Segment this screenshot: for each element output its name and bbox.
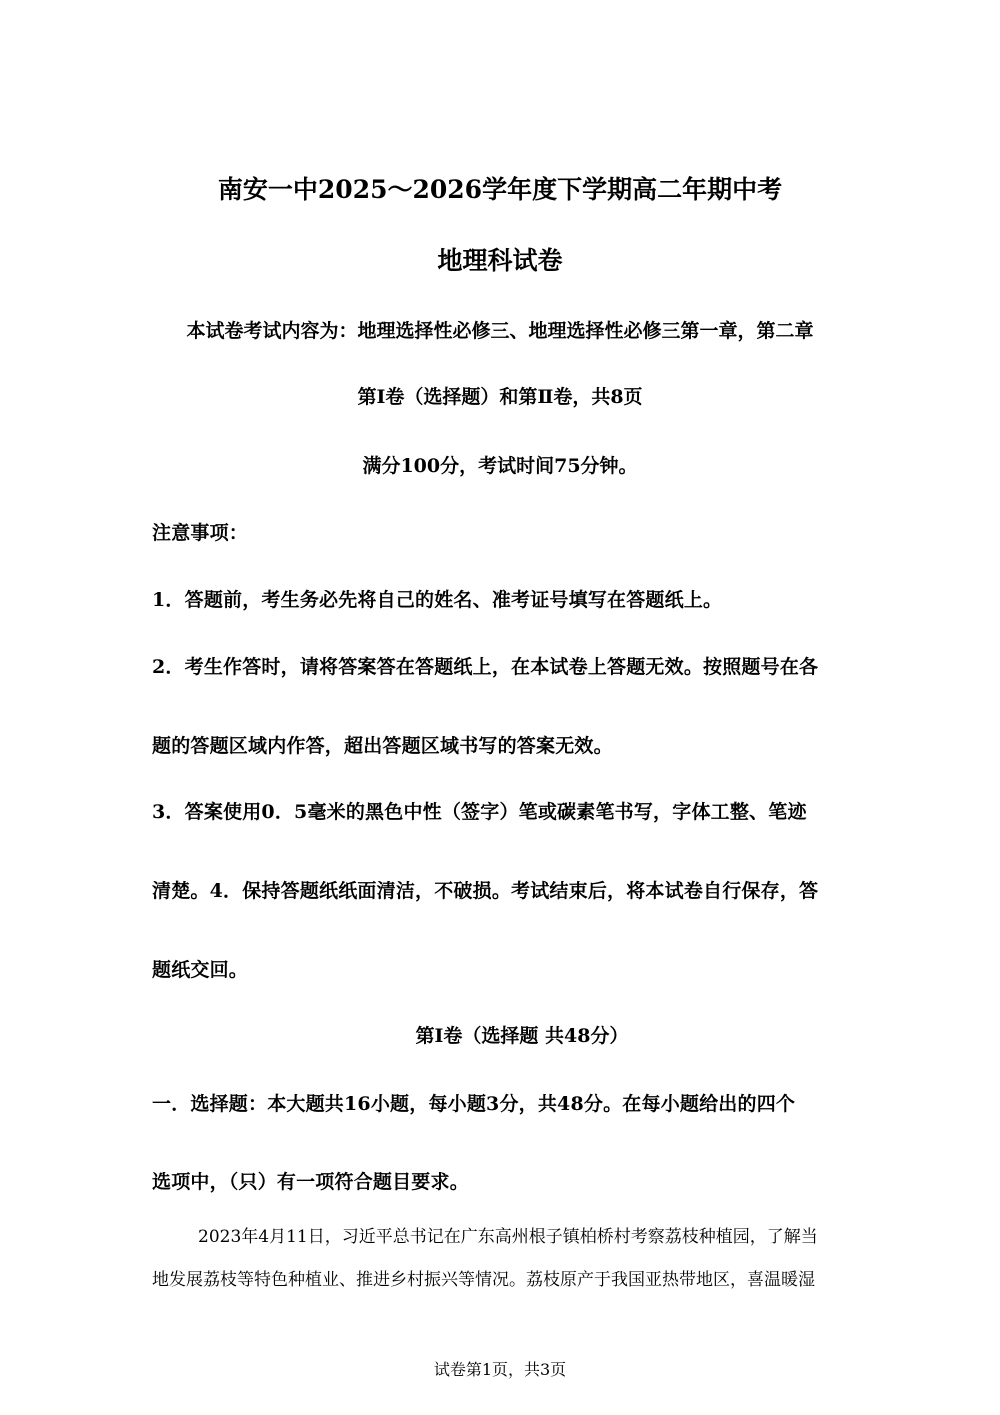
exam-structure: 第Ⅰ卷（选择题）和第Ⅱ卷，共8页 — [357, 386, 643, 408]
section-1-heading: 第Ⅰ卷（选择题 共48分） — [415, 1025, 629, 1047]
notice-item-3-line3: 题纸交回。 — [152, 959, 249, 981]
passage-line2: 地发展荔枝等特色种植业、推进乡村振兴等情况。荔枝原产于我国亚热带地区，喜温暖湿 — [152, 1270, 815, 1290]
exam-scope: 本试卷考试内容为：地理选择性必修三、地理选择性必修三第一章，第二章 — [186, 320, 814, 342]
section-1-instruction-line1: 一．选择题：本大题共16小题，每小题3分，共48分。在每小题给出的四个 — [152, 1093, 796, 1115]
notice-heading: 注意事项： — [152, 522, 249, 544]
exam-score-time: 满分100分，考试时间75分钟。 — [362, 455, 638, 477]
page-footer: 试卷第1页，共3页 — [433, 1360, 567, 1379]
passage-line1: 2023年4月11日，习近平总书记在广东高州根子镇柏桥村考察荔枝种植园，了解当 — [198, 1227, 818, 1247]
notice-item-2-line2: 题的答题区域内作答，超出答题区域书写的答案无效。 — [152, 735, 613, 757]
notice-item-3-line2: 清楚。4．保持答题纸纸面清洁，不破损。考试结束后，将本试卷自行保存，答 — [152, 880, 819, 902]
exam-title-line1: 南安一中2025～2026学年度下学期高二年期中考 — [217, 175, 783, 204]
section-1-instruction-line2: 选项中，（只）有一项符合题目要求。 — [152, 1171, 469, 1193]
notice-item-1: 1．答题前，考生务必先将自己的姓名、准考证号填写在答题纸上。 — [152, 589, 723, 611]
notice-item-2-line1: 2．考生作答时，请将答案答在答题纸上，在本试卷上答题无效。按照题号在各 — [152, 656, 819, 678]
exam-title-line2: 地理科试卷 — [437, 246, 563, 275]
notice-item-3-line1: 3．答案使用0．5毫米的黑色中性（签字）笔或碳素笔书写，字体工整、笔迹 — [152, 801, 807, 823]
